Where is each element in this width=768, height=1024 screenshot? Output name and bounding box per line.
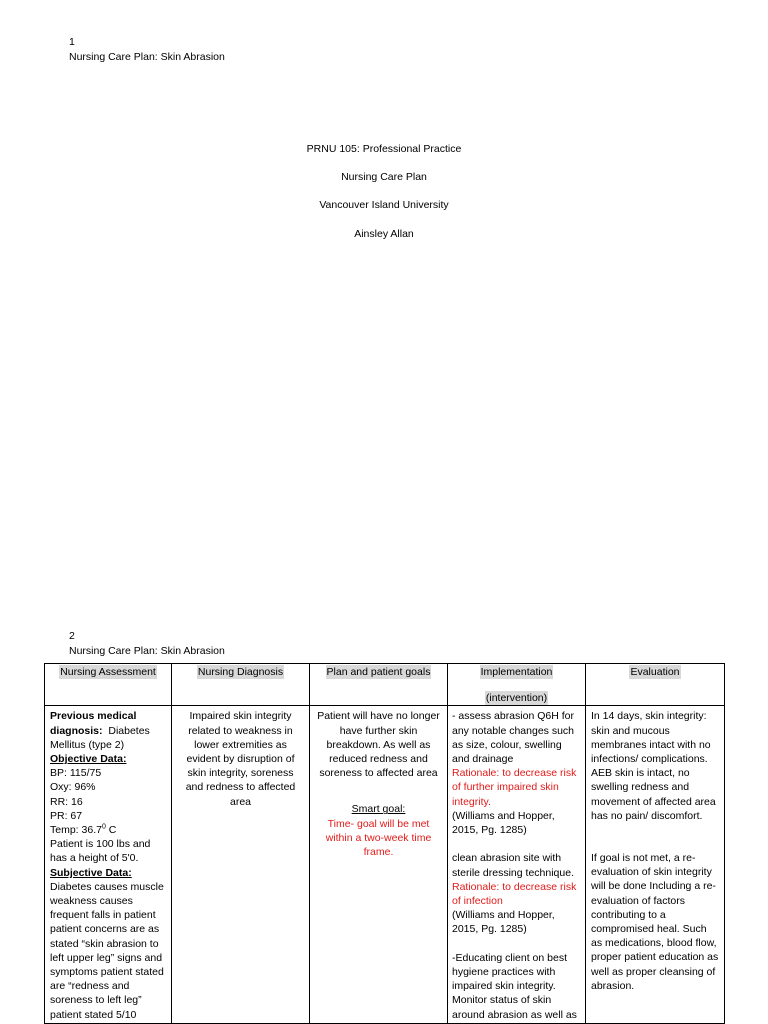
temperature-degree: 0 (101, 823, 106, 831)
weight-height: Patient is 100 lbs and has a height of 5'0. (50, 838, 151, 865)
respiratory-rate: RR: 16 (50, 795, 83, 808)
assessment-cell (45, 706, 172, 1024)
implementation-cell (448, 706, 586, 1024)
temperature: Temp: 36.7 (50, 824, 102, 837)
table-header-row (45, 664, 725, 706)
document-title: Nursing Care Plan (341, 171, 427, 183)
evaluation-text-2: If goal is not met, a re-evaluation of skin integrity will be done Including a re-evaluation of factors contributing to a compromised heal. Such as medications, blood flow, proper patient education as well as proper cleansing of abrasion. (591, 852, 719, 992)
implementation-item-3: -Educating client on best hygiene practices with impaired skin integrity. Monitor status of skin around abrasion as well as (452, 951, 577, 1021)
care-plan-table (44, 663, 725, 1024)
university-name: Vancouver Island University (319, 199, 449, 211)
citation-1: (Williams and Hopper, 2015, Pg. 1285) (452, 809, 555, 837)
header-evaluation: Evaluation (586, 664, 725, 706)
previous-diagnosis-label: Previous medical diagnosis: (50, 710, 137, 737)
header-assessment: Nursing Assessment (45, 664, 172, 706)
diagnosis-text: Impaired skin integrity related to weakness in lower extremities as evident by disruption of skin integrity, soreness and redness to affected area (185, 710, 296, 808)
rationale-1: Rationale: to decrease risk of further impaired skin integrity. (452, 767, 577, 808)
evaluation-text-1: In 14 days, skin integrity: skin and mucous membranes intact with no infections/ complications. AEB skin is intact, no swelling redness and movement of affected area has no pain/ discomfort. (591, 710, 716, 822)
subjective-data-label: Subjective Data: (50, 866, 132, 879)
header-diagnosis: Nursing Diagnosis (172, 664, 310, 706)
smart-goal-label: Smart goal: (351, 803, 406, 816)
implementation-item-1: - assess abrasion Q6H for any notable changes such as size, colour, swelling and drainage (452, 710, 575, 766)
previous-diagnosis-value: Diabetes Mellitus (type 2) (50, 724, 150, 751)
smart-goal-text: Time- goal will be met within a two-week time frame. (325, 817, 432, 859)
temperature-unit: C (105, 824, 117, 837)
course-title: PRNU 105: Professional Practice (306, 143, 462, 155)
citation-2: (Williams and Hopper, 2015, Pg. 1285) (452, 909, 555, 936)
rationale-2: Rationale: to decrease risk of infection (452, 880, 577, 908)
header-implementation: Implementation (intervention) (448, 664, 586, 706)
running-head-2: Nursing Care Plan: Skin Abrasion (69, 645, 225, 657)
plan-cell (310, 706, 448, 1024)
page-number-2: 2 (69, 630, 75, 642)
subjective-data-text: Diabetes causes muscle weakness causes frequent falls in patient patient concerns are as stated “skin abrasion to left upper leg” signs and symptoms patient stated are “redness and soreness to left leg” patient stated 5/10 (50, 880, 164, 1021)
running-head: Nursing Care Plan: Skin Abrasion (69, 51, 225, 63)
page-number: 1 (69, 36, 75, 48)
objective-data-label: Objective Data: (50, 753, 127, 766)
pulse-rate: PR: 67 (50, 809, 83, 822)
plan-text: Patient will have no longer have further skin breakdown. As well as reduced redness and soreness to affected area (317, 710, 440, 780)
header-implementation-sub: (intervention) (485, 692, 548, 705)
evaluation-cell (586, 706, 725, 1024)
header-plan: Plan and patient goals (310, 664, 448, 706)
diagnosis-cell (172, 706, 310, 1024)
oxygen-saturation: Oxy: 96% (50, 781, 96, 794)
author-name: Ainsley Allan (354, 228, 414, 240)
blood-pressure: BP: 115/75 (50, 767, 102, 780)
table-row (45, 706, 725, 1024)
implementation-item-2: clean abrasion site with sterile dressing technique. (452, 852, 574, 879)
